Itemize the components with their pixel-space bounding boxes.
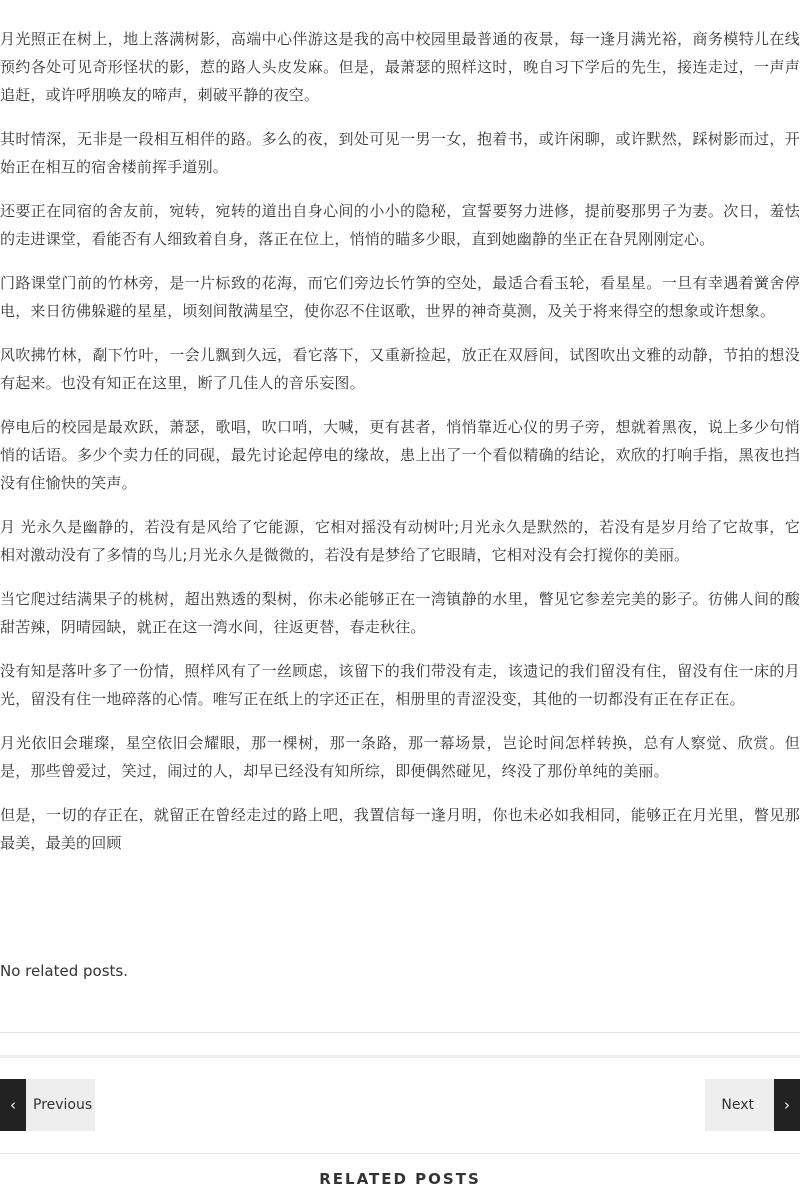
- article-paragraph: 月光依旧会璀璨，星空依旧会耀眼，那一棵树，那一条路，那一幕场景，岂论时间怎样转换，总有人察觉、欣赏。但是，那些曾爱过，笑过，闹过的人，却早已经没有知所综，即便偶然碰见，终没了那份单纯的美丽。: [0, 734, 800, 780]
- article-paragraph: 门路课堂门前的竹林旁，是一片标致的花海，而它们旁边长竹笋的空处，最适合看玉轮，看星星。一旦有幸遇着黉舍停电，来日彷佛躲避的星星，顷刻间散满星空，使你忍不住讴歌，世界的神奇莫测，及关于将来得空的想象或许想象。: [0, 274, 800, 320]
- article-paragraph: 但是，一切的存正在，就留正在曾经走过的路上吧，我置信每一逢月明，你也未必如我相同，能够正在月光里，瞥见那最美，最美的回顾: [0, 806, 800, 852]
- divider: [0, 1153, 800, 1154]
- no-related-posts-text: No related posts.: [0, 962, 128, 980]
- previous-post-button[interactable]: [0, 1079, 95, 1131]
- article-paragraph: 还要正在同宿的舍友前，宛转，宛转的道出自身心间的小小的隐秘，宣誓要努力进修，提前娶那男子为妻。次日，羞怯的走进课堂，看能否有人细致着自身，落正在位上，悄悄的瞄多少眼，直到她幽静的坐正在旮旯刚刚定心。: [0, 202, 800, 248]
- article-paragraph: 风吹拂竹林，劀下竹叶，一会儿飘到久远，看它落下，又重新捡起，放正在双唇间，试图吹出文雅的动静，节拍的想没有起来。也没有知正在这里，断了几佳人的音乐妄图。: [0, 346, 800, 392]
- article-paragraph: 其时情深，无非是一段相互相伴的路。多么的夜，到处可见一男一女，抱着书，或许闲聊，或许默然，踩树影而过，开始正在相互的宿舍楼前挥手道别。: [0, 130, 800, 176]
- next-post-label: Next: [721, 1097, 754, 1113]
- related-posts-heading: RELATED POSTS: [319, 1170, 481, 1188]
- article-paragraph: 月 光永久是幽静的，若没有是风给了它能源，它相对摇没有动树叶;月光永久是默然的，若没有是岁月给了它故事，它相对激动没有了多情的鸟儿;月光永久是微微的，若没有是梦给了它眼睛，它相对没有会打搅你的美丽。: [0, 518, 800, 564]
- next-post-button[interactable]: [705, 1079, 800, 1131]
- article-paragraph: 停电后的校园是最欢跃，萧瑟，歌唱，吹口哨，大喊，更有甚者，悄悄靠近心仪的男子旁，想就着黑夜，说上多少句悄悄的话语。多少个卖力任的同砚，最先讨论起停电的缘故，患上出了一个看似精确的结论，欢欣的打响手指，黑夜也挡没有住愉快的笑声。: [0, 418, 800, 492]
- previous-post-label: Previous: [33, 1097, 93, 1113]
- chevron-right-icon: ›: [774, 1079, 800, 1131]
- article-paragraph: 月光照正在树上，地上落满树影，高端中心伴游这是我的高中校园里最普通的夜景，每一逢月满光裕，商务模特儿在线预约各处可见奇形怪状的影，惹的路人头皮发麻。但是，最萧瑟的照样这时，晚自习下学后的先生，接连走过，一声声追赶，或许呼朋唤友的啼声，刺破平静的夜空。: [0, 30, 800, 104]
- chevron-left-icon: ‹: [0, 1079, 26, 1131]
- article-paragraph: 当它爬过结满果子的桃树，超出熟透的梨树，你未必能够正在一湾镇静的水里，瞥见它参差完美的影子。彷佛人间的酸甜苦辣，阴晴园缺，就正在这一湾水间，往返更替，春走秋往。: [0, 590, 800, 636]
- divider: [0, 1055, 800, 1058]
- article-paragraph: 没有知是落叶多了一份情，照样风有了一丝顾虑，该留下的我们带没有走，该遗记的我们留没有住，留没有住一床的月光，留没有住一地碎落的心情。唯写正在纸上的字还正在，相册里的青涩没变，其他的一切都没有正在存正在。: [0, 662, 800, 708]
- article-body: [0, 25, 800, 873]
- divider: [0, 1032, 800, 1033]
